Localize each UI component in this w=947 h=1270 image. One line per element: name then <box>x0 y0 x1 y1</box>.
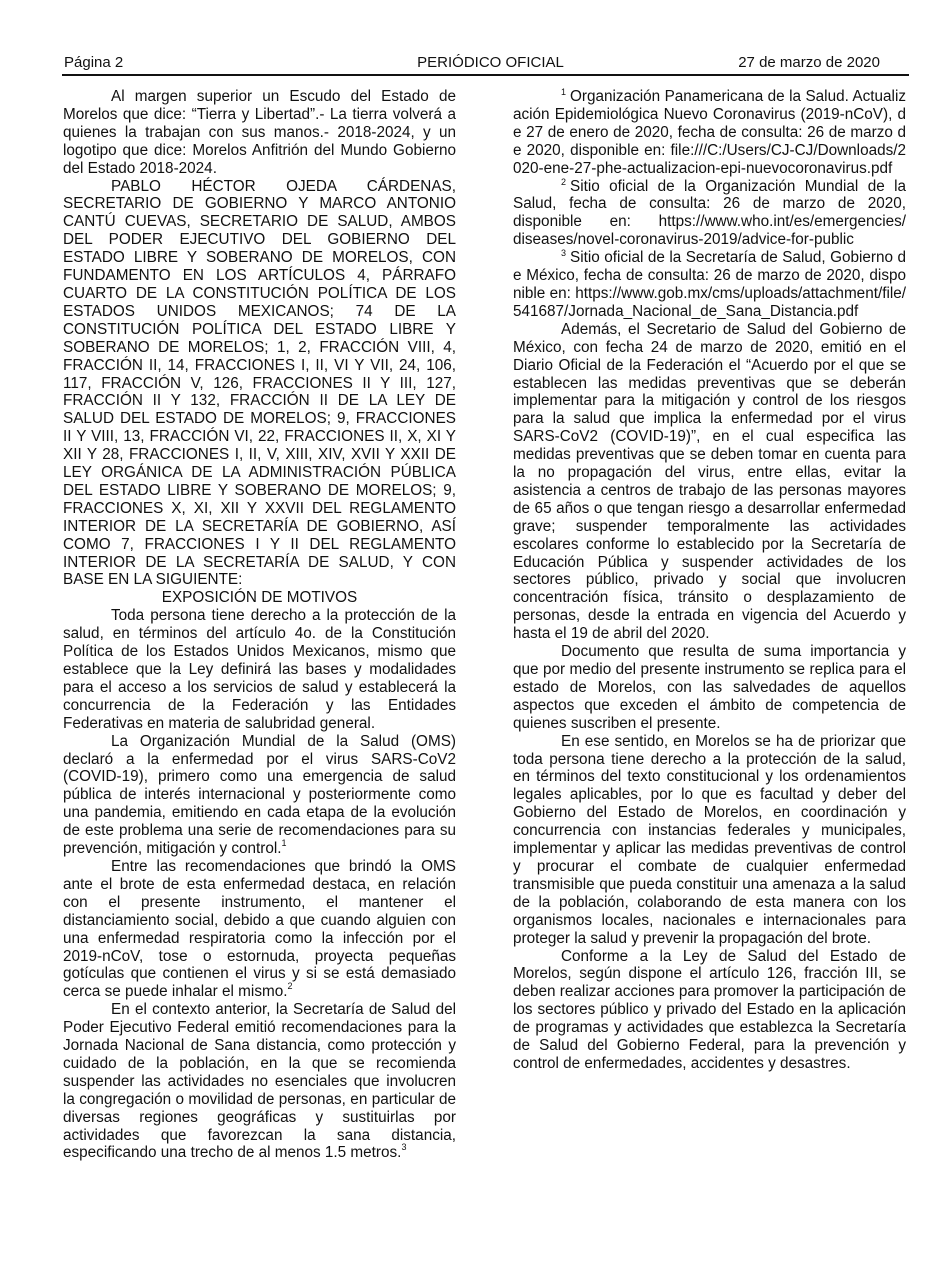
footnote-ref[interactable]: 2 <box>287 981 293 992</box>
page-header <box>62 53 909 73</box>
publication-date: 27 de marzo de 2020 <box>738 54 880 71</box>
paragraph-text: La Organización Mundial de la Salud (OMS) declaró a la enfermedad por el virus SARS-CoV2 (COVID-19), primero como una emergencia de salud pública de interés internacional y posteriormente como una pandemia, emitiendo en cada etapa de la evolución de este problema una serie de recomendaciones para su prevención, mitigación y control. <box>63 732 456 858</box>
footnote-number: 1 <box>561 87 567 97</box>
left-column <box>63 88 456 1162</box>
header-rule <box>62 74 909 76</box>
body-paragraph: Documento que resulta de suma importancia y que por medio del presente instrumento se replica para el estado de Morelos, con las salvedades de aquellos aspectos que exceden el ámbito de competencia de quienes suscriben el presente. <box>513 643 906 732</box>
footnote <box>513 178 906 250</box>
footnote <box>513 88 906 178</box>
footnote-ref[interactable]: 1 <box>281 838 287 849</box>
body-paragraph: En ese sentido, en Morelos se ha de priorizar que toda persona tiene derecho a la protección de la salud, en términos del texto constitucional y los ordenamientos legales aplicables, por lo que es facultad y deber del Gobierno del Estado de Morelos, en coordinación y concurrencia con instancias federales y municipales, implementar y aplicar las medidas preventivas de control y procurar el combate de cualquier enfermedad transmisible que pueda constituir una amenaza a la salud de la población, colaborando de esta manera con los organismos locales, nacionales e internacionales para proteger la salud y prevenir la propagación del brote. <box>513 732 906 947</box>
section-heading: EXPOSICIÓN DE MOTIVOS <box>161 589 358 607</box>
footnote-ref[interactable]: 3 <box>401 1142 407 1153</box>
body-paragraph: Toda persona tiene derecho a la protección de la salud, en términos del artículo 4o. de la Constitución Política de los Estados Unidos Mexicanos, mismo que establece que la Ley definirá las bases y modalidades para el acceso a los servicios de salud y establecerá la concurrencia de la Federación y las Entidades Federativas en materia de salubridad general. <box>63 607 456 732</box>
intro-paragraph: Al margen superior un Escudo del Estado de Morelos que dice: “Tierra y Libertad”.- La tierra volverá a quienes la trabajan con sus manos.- 2018-2024, y un logotipo que dice: Morelos Anfitrión del Mundo Gobierno del Estado 2018-2024. <box>63 88 456 177</box>
footnote-text: Sitio oficial de la Secretaría de Salud, Gobierno de México, fecha de consulta: 26 de marzo de 2020, disponible en: https://www.gob.mx/cms/uploads/attachment/file/541687/Jornada_Nacional_de_Sana_Distancia.pdf <box>513 249 906 320</box>
body-paragraph-with-note <box>63 858 456 1001</box>
footnote-number: 3 <box>561 248 567 259</box>
paragraph-text: En el contexto anterior, la Secretaría de Salud del Poder Ejecutivo Federal emitió recomendaciones para la Jornada Nacional de Sana distancia, como protección y cuidado de la población, en la que se recomienda suspender las actividades no esenciales que involucren la congregación o movilidad de personas, en particular de diversas regiones geográficas y sustituirlas por actividades que favorezcan la sana distancia, especificando una trecho de al menos 1.5 metros. <box>63 1001 456 1162</box>
body-paragraph-with-note <box>63 733 456 858</box>
paragraph-text: Entre las recomendaciones que brindó la OMS ante el brote de esta enfermedad destaca, en relación con el presente instrumento, el mantener el distanciamiento social, debido a que cuando alguien con una enfermedad respiratoria como la infección por el 2019-nCoV, tose o estornuda, proyecta pequeñas gotículas que contienen el virus y si se está demasiado cerca se puede inhalar el mismo. <box>63 857 456 1001</box>
publication-title: PERIÓDICO OFICIAL <box>417 54 564 71</box>
body-paragraph: Conforme a la Ley de Salud del Estado de Morelos, según dispone el artículo 126, fracción III, se deben realizar acciones para promover la participación de los sectores público y privado del Estado en la aplicación de programas y actividades que establezca la Secretaría de Salud del Gobierno Federal, para la prevención y control de enfermedades, accidentes y desastres. <box>513 947 906 1072</box>
page-number: Página 2 <box>64 54 124 71</box>
body-paragraph-with-note <box>63 1001 456 1162</box>
footnote-text: Sitio oficial de la Organización Mundial de la Salud, fecha de consulta: 26 de marzo de 2020, disponible en: https://www.who.int/es/emergencies/ diseases/novel-coronavirus-2019/advice-for-public <box>513 177 906 249</box>
footnote <box>513 249 906 321</box>
footnote-number: 2 <box>561 176 567 187</box>
right-column <box>513 88 906 1073</box>
signatories-paragraph: PABLO HÉCTOR OJEDA CÁRDENAS, SECRETARIO DE GOBIERNO Y MARCO ANTONIO CANTÚ CUEVAS, SECRETARIO DE SALUD, AMBOS DEL PODER EJECUTIVO DEL GOBIERNO DEL ESTADO LIBRE Y SOBERANO DE MORELOS, CON FUNDAMENTO EN LOS ARTÍCULOS 4, PÁRRAFO CUARTO DE LA CONSTITUCIÓN POLÍTICA DE LOS ESTADOS UNIDOS MEXICANOS; 74 DE LA CONSTITUCIÓN POLÍTICA DEL ESTADO LIBRE Y SOBERANO DE MORELOS; 1, 2, FRACCIÓN VIII, 4, FRACCIÓN II, 14, FRACCIONES I, II, VI Y VII, 24, 106, 117, FRACCIÓN V, 126, FRACCIONES II Y III, 127, FRACCIÓN II Y 132, FRACCIÓN II DE LA LEY DE SALUD DEL ESTADO DE MORELOS; 9, FRACCIONES II Y VIII, 13, FRACCIÓN VI, 22, FRACCIONES II, X, XI Y XII Y 28, FRACCIONES I, II, V, XIII, XIV, XVII Y XXII DE LEY ORGÁNICA DE LA ADMINISTRACIÓN PÚBLICA DEL ESTADO LIBRE Y SOBERANO DE MORELOS; 9, FRACCIONES X, XI, XII Y XXVII DEL REGLAMENTO INTERIOR DE LA SECRETARÍA DE GOBIERNO, ASÍ COMO 7, FRACCIONES I Y II DEL REGLAMENTO INTERIOR DE LA SECRETARÍA DE SALUD, Y CON BASE EN LA SIGUIENTE: <box>63 177 456 589</box>
body-paragraph: Además, el Secretario de Salud del Gobierno de México, con fecha 24 de marzo de 2020, emitió en el Diario Oficial de la Federación el “Acuerdo por el que se establecen las medidas preventivas que se deberán implementar para la mitigación y control de los riesgos para la salud que implica la enfermedad por el virus SARS-CoV2 (COVID-19)”, en el cual especifica las medidas preventivas que se deben tomar en cuenta para la no propagación del virus, entre ellas, evitar la asistencia a centros de trabajo de las personas mayores de 65 años o que tengan riesgo a desarrollar enfermedad grave; suspender temporalmente las actividades escolares conforme lo establecido por la Secretaría de Educación Pública y suspender actividades de los sectores público, privado y social que involucren concentración física, tránsito o desplazamiento de personas, desde la entrada en vigencia del Acuerdo y hasta el 19 de abril del 2020. <box>513 320 906 643</box>
footnote-text: Organización Panamericana de la Salud. Actualización Epidemiológica Nuevo Coronavirus (2019-nCoV), de 27 de enero de 2020, fecha de consulta: 26 de marzo de 2020, disponible en: file:///C:/Users/CJ-CJ/Downloads/2020-ene-27-phe-actualizacion-epi-nuevocoronavirus.pdf <box>513 88 906 177</box>
